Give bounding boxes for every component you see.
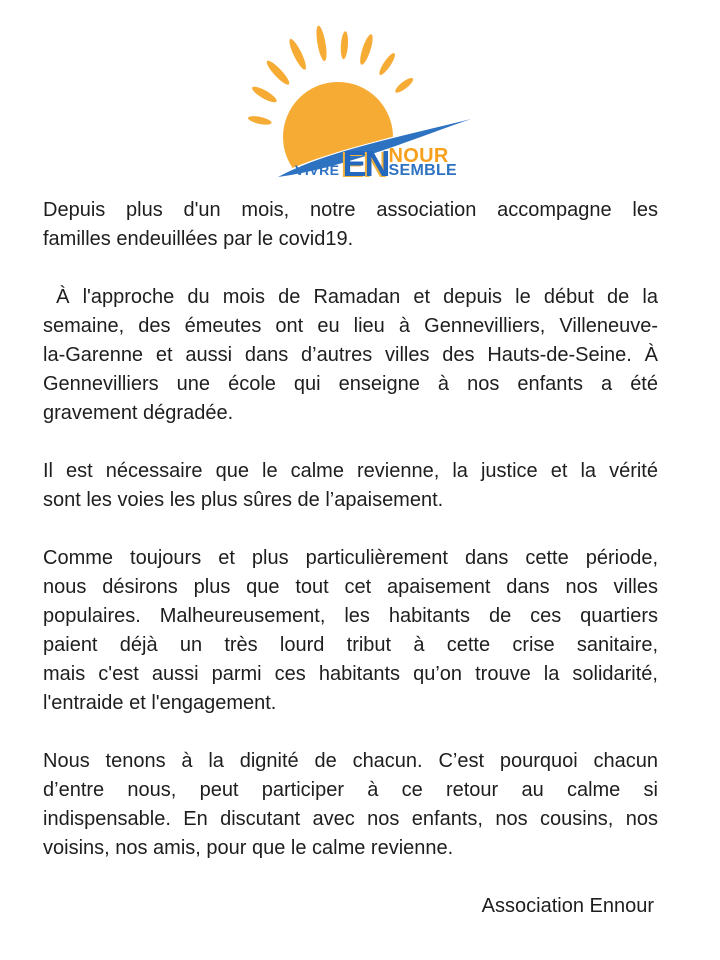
text-line: familles endeuillées par le covid19. (43, 228, 354, 250)
text-line: gravement dégradée. (43, 402, 234, 424)
logo-vivre-label: VIVRE (295, 162, 340, 178)
text-line: Depuis plus d'un mois, notre association accompagne les (43, 199, 658, 221)
paragraph (43, 747, 658, 863)
text-line: Nous tenons à la dignité de chacun. C’est pourquoi chacun (43, 750, 658, 772)
text-line: Gennevilliers une école qui enseigne à nos enfants a été (43, 373, 658, 395)
text-line: sont les voies les plus sûres de l’apaisement. (43, 489, 444, 511)
paragraph (43, 283, 658, 428)
paragraph (43, 544, 658, 718)
logo-en-label: EN (342, 143, 389, 184)
logo-semble-label: SEMBLE (388, 162, 458, 179)
signature: Association Ennour (481, 895, 654, 917)
logo-nour-label: NOUR (388, 145, 449, 167)
paragraphs (43, 196, 658, 863)
logo-wordmark (295, 143, 458, 184)
logo-stack (388, 145, 458, 179)
text-line: Il est nécessaire que le calme revienne, la justice et la vérité (43, 460, 658, 482)
text-line: voisins, nos amis, pour que le calme revienne. (43, 837, 454, 859)
text-line: l'entraide et l'engagement. (43, 692, 277, 714)
text-line: paient déjà un très lourd tribut à cette crise sanitaire, (43, 634, 658, 656)
paragraph (43, 196, 658, 254)
text-line: nous désirons plus que tout cet apaisement dans nos villes (43, 576, 658, 598)
paragraph (43, 457, 658, 515)
text-line: populaires. Malheureusement, les habitants de ces quartiers (43, 605, 658, 627)
association-ennour-logo (245, 25, 475, 184)
text-line: Comme toujours et plus particulièrement dans cette période, (43, 547, 658, 569)
text-line: la-Garenne et aussi dans d’autres villes des Hauts-de-Seine. À (43, 344, 658, 366)
text-line: À l'approche du mois de Ramadan et depuis le début de la (43, 286, 658, 308)
text-line: semaine, des émeutes ont eu lieu à Gennevilliers, Villeneuve- (43, 315, 658, 337)
text-line: mais c'est aussi parmi ces habitants qu’on trouve la solidarité, (43, 663, 658, 685)
document-body (43, 196, 658, 921)
text-line: d’entre nous, peut participer à ce retour au calme si (43, 779, 658, 801)
text-line: indispensable. En discutant avec nos enfants, nos cousins, nos (43, 808, 658, 830)
